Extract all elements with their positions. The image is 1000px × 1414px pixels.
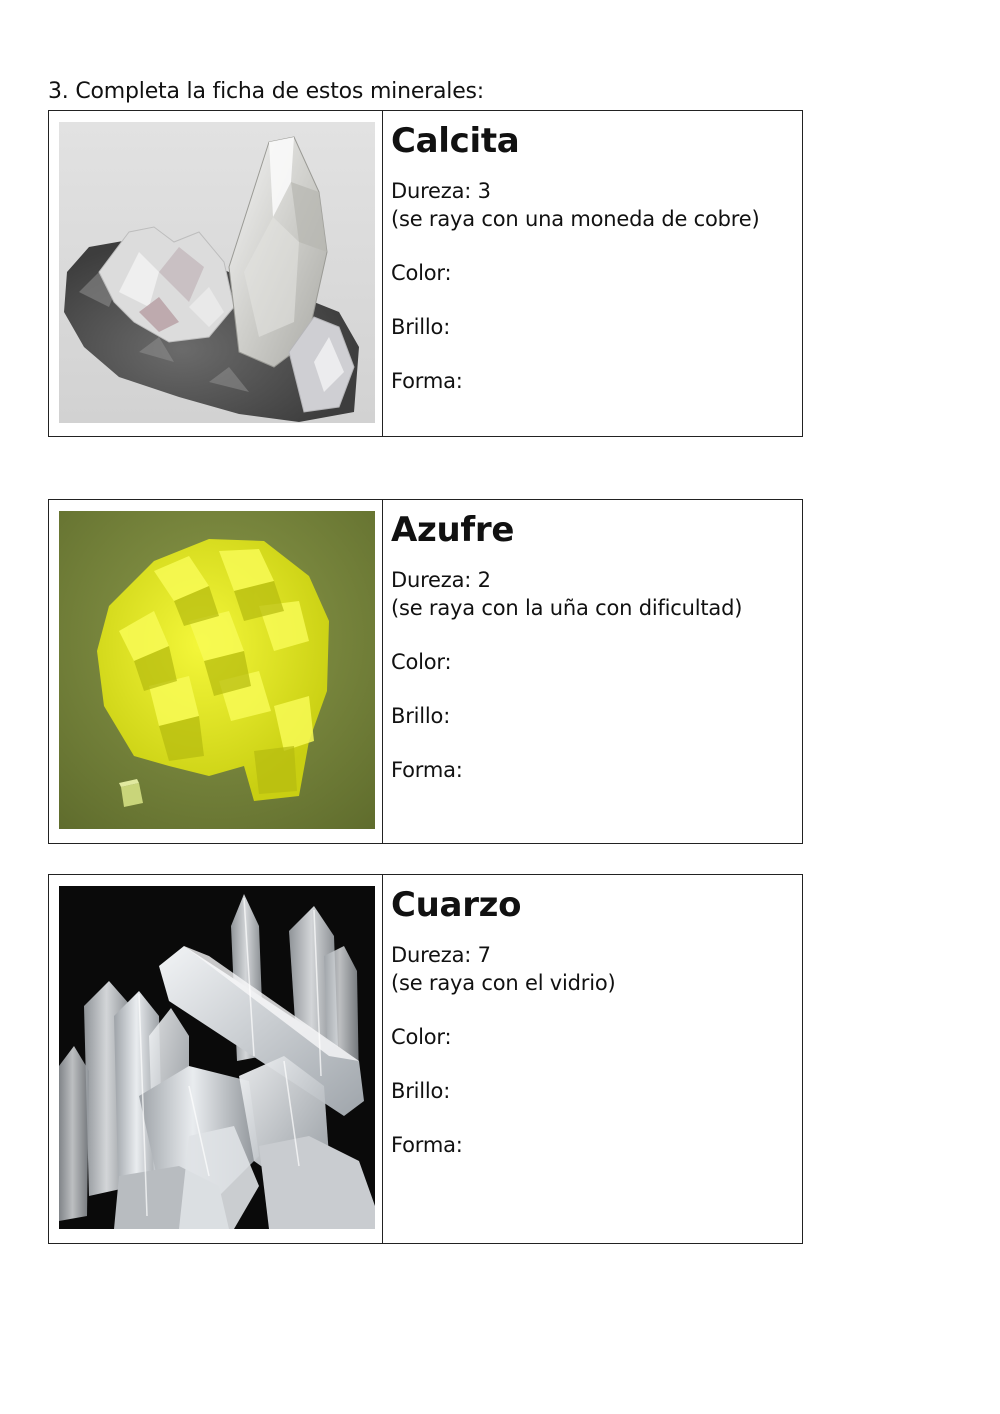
hardness-note: (se raya con una moneda de cobre) xyxy=(391,207,760,231)
color-field: Color: xyxy=(391,261,452,285)
instruction-text: 3. Completa la ficha de estos minerales: xyxy=(48,79,485,104)
hardness-label: Dureza: 3 xyxy=(391,179,491,203)
hardness-label: Dureza: 2 xyxy=(391,568,491,592)
mineral-name: Cuarzo xyxy=(391,885,522,925)
mineral-card-azufre xyxy=(48,499,803,844)
brillo-field: Brillo: xyxy=(391,1079,451,1103)
forma-field: Forma: xyxy=(391,1133,463,1157)
mineral-info xyxy=(383,111,802,436)
quartz-photo xyxy=(59,886,375,1229)
hardness-label: Dureza: 7 xyxy=(391,943,491,967)
hardness-note: (se raya con la uña con dificultad) xyxy=(391,596,743,620)
mineral-photo-cell xyxy=(49,111,383,436)
mineral-card-calcita xyxy=(48,110,803,437)
mineral-info xyxy=(383,500,802,843)
sulfur-photo xyxy=(59,511,375,829)
calcite-photo xyxy=(59,122,375,423)
mineral-name: Calcita xyxy=(391,121,520,161)
hardness-note: (se raya con el vidrio) xyxy=(391,971,616,995)
mineral-info xyxy=(383,875,802,1243)
mineral-photo-cell xyxy=(49,500,383,843)
color-field: Color: xyxy=(391,650,452,674)
mineral-card-cuarzo xyxy=(48,874,803,1244)
forma-field: Forma: xyxy=(391,758,463,782)
color-field: Color: xyxy=(391,1025,452,1049)
brillo-field: Brillo: xyxy=(391,704,451,728)
mineral-photo-cell xyxy=(49,875,383,1243)
forma-field: Forma: xyxy=(391,369,463,393)
brillo-field: Brillo: xyxy=(391,315,451,339)
mineral-name: Azufre xyxy=(391,510,515,550)
